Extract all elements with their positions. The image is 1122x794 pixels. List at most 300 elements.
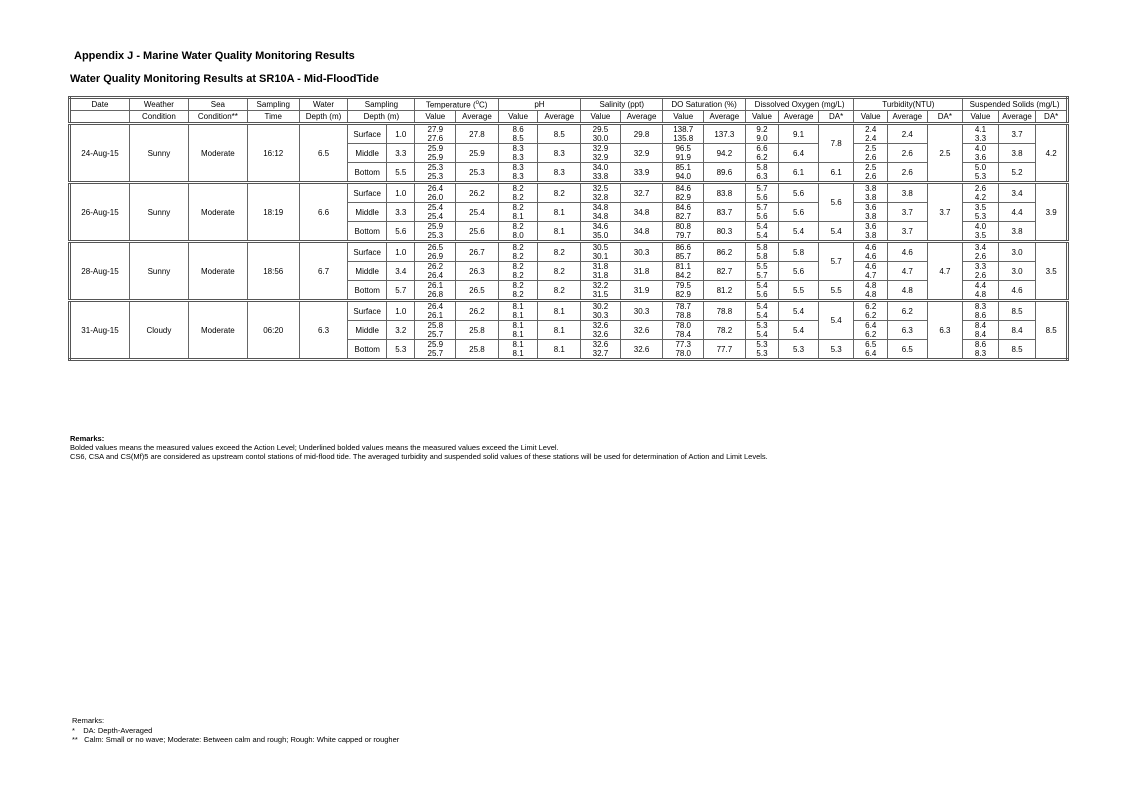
temperature-values-reading-1: 25.4: [427, 203, 444, 212]
temperature-values-reading-2: 27.6: [427, 134, 444, 143]
sampling-depth-cell: 5.6: [387, 222, 415, 242]
do-saturation-values: [663, 124, 704, 144]
ph-values-reading-2: 8.0: [512, 231, 524, 240]
turbidity-values: [854, 203, 888, 222]
header-ss-average: Average: [998, 111, 1036, 124]
ph-values: [498, 262, 538, 281]
ph-values: [498, 124, 538, 144]
do-saturation-values-reading-1: 78.0: [675, 321, 692, 330]
temperature-values-reading-2: 26.4: [427, 271, 444, 280]
suspended-solids-average: 3.7: [998, 124, 1036, 144]
header-temperature-suffix: C): [478, 100, 488, 110]
salinity-values: [581, 340, 621, 360]
temperature-values-reading-1: 26.4: [427, 302, 444, 311]
water-depth-cell: 6.5: [299, 124, 348, 183]
results-table-container: [68, 96, 1069, 361]
remarks-title: Remarks:: [70, 434, 105, 443]
ph-average: 8.5: [538, 124, 581, 144]
salinity-values: [581, 321, 621, 340]
ph-values-reading-2: 8.5: [512, 134, 524, 143]
sampling-level-cell: Bottom: [348, 163, 387, 183]
weather-cell: Sunny: [129, 124, 188, 183]
temperature-average: 25.8: [456, 340, 499, 360]
dissolved-oxygen-da: 5.4: [818, 301, 854, 340]
header-temperature: [415, 98, 498, 111]
footnotes-block: [72, 716, 399, 745]
ph-average: 8.2: [538, 281, 581, 301]
ph-values: [498, 163, 538, 183]
do-saturation-values-reading-2: 78.8: [675, 311, 692, 320]
ph-values: [498, 183, 538, 203]
header-do-saturation: DO Saturation (%): [663, 98, 745, 111]
header-dos-average: Average: [704, 111, 746, 124]
temperature-values: [415, 144, 456, 163]
turbidity-values: [854, 321, 888, 340]
temperature-average: 25.4: [456, 203, 499, 222]
ph-average: 8.2: [538, 183, 581, 203]
turbidity-average: 2.6: [887, 144, 927, 163]
suspended-solids-average: 4.6: [998, 281, 1036, 301]
sampling-depth-cell: 5.3: [387, 340, 415, 360]
temperature-values-reading-2: 26.0: [427, 193, 444, 202]
turbidity-values-reading-2: 4.8: [865, 290, 877, 299]
salinity-values: [581, 124, 621, 144]
turbidity-values-reading-1: 3.6: [865, 222, 877, 231]
do-saturation-average: 78.8: [704, 301, 746, 321]
temperature-average: 27.8: [456, 124, 499, 144]
ph-average: 8.1: [538, 321, 581, 340]
turbidity-da: 2.5: [927, 124, 963, 183]
turbidity-average: 6.2: [887, 301, 927, 321]
header-weather: Weather: [129, 98, 188, 111]
dissolved-oxygen-values-reading-1: 9.2: [756, 125, 768, 134]
sampling-depth-cell: 5.5: [387, 163, 415, 183]
sampling-level-cell: Surface: [348, 242, 387, 262]
salinity-values-reading-1: 34.8: [592, 203, 609, 212]
sampling-depth-cell: 3.2: [387, 321, 415, 340]
ph-values: [498, 242, 538, 262]
header-row-2: [70, 111, 1068, 124]
sampling-depth-cell: 1.0: [387, 124, 415, 144]
do-saturation-values-reading-2: 85.7: [675, 252, 692, 261]
salinity-values-reading-2: 31.8: [592, 271, 609, 280]
suspended-solids-values-reading-2: 5.3: [974, 212, 987, 221]
ph-values: [498, 281, 538, 301]
header-turb-value: Value: [854, 111, 888, 124]
header-sal-average: Average: [620, 111, 663, 124]
header-water: Water: [299, 98, 348, 111]
do-saturation-values-reading-2: 78.0: [675, 349, 692, 358]
suspended-solids-values-reading-1: 8.3: [974, 302, 987, 311]
dissolved-oxygen-values-reading-2: 5.6: [756, 212, 768, 221]
do-saturation-values: [663, 301, 704, 321]
turbidity-average: 3.7: [887, 203, 927, 222]
sea-condition-cell: Moderate: [188, 301, 247, 360]
header-do-average: Average: [779, 111, 819, 124]
suspended-solids-da: 4.2: [1036, 124, 1068, 183]
salinity-values-reading-1: 34.0: [592, 163, 609, 172]
dissolved-oxygen-da: 5.7: [818, 242, 854, 281]
ph-average: 8.1: [538, 203, 581, 222]
weather-cell: Sunny: [129, 242, 188, 301]
salinity-values: [581, 144, 621, 163]
dissolved-oxygen-values: [745, 183, 779, 203]
temperature-values: [415, 222, 456, 242]
suspended-solids-values-reading-1: 4.1: [974, 125, 987, 134]
dissolved-oxygen-bottom-da: 6.1: [818, 163, 854, 183]
temperature-values-reading-2: 25.9: [427, 153, 444, 162]
suspended-solids-values: [963, 163, 999, 183]
do-saturation-values-reading-1: 86.6: [675, 243, 692, 252]
do-saturation-values: [663, 281, 704, 301]
header-dissolved-oxygen: Dissolved Oxygen (mg/L): [745, 98, 854, 111]
salinity-values: [581, 262, 621, 281]
header-suspended-solids: Suspended Solids (mg/L): [963, 98, 1068, 111]
do-saturation-average: 82.7: [704, 262, 746, 281]
footnote-sea-condition: ** Calm: Small or no wave; Moderate: Between calm and rough; Rough: White capped or rougher: [72, 735, 400, 744]
suspended-solids-da: 8.5: [1036, 301, 1068, 360]
ph-values-reading-1: 8.1: [512, 302, 524, 311]
do-saturation-values-reading-1: 81.1: [675, 262, 692, 271]
date-cell: 24-Aug-15: [70, 124, 130, 183]
suspended-solids-average: 3.0: [998, 262, 1036, 281]
do-saturation-values: [663, 183, 704, 203]
salinity-values-reading-1: 32.6: [592, 340, 609, 349]
do-saturation-values-reading-2: 82.7: [675, 212, 692, 221]
sea-condition-cell: Moderate: [188, 124, 247, 183]
do-saturation-values-reading-2: 82.9: [675, 290, 692, 299]
sea-condition-cell: Moderate: [188, 183, 247, 242]
ph-values-reading-2: 8.3: [512, 172, 524, 181]
turbidity-values-reading-1: 2.5: [865, 144, 877, 153]
remarks-line-1: Bolded values means the measured values exceed the Action Level; Underlined bolded values means the measured values exceed the Limit Level.: [70, 443, 559, 452]
do-saturation-values-reading-1: 78.7: [675, 302, 692, 311]
ph-average: 8.3: [538, 144, 581, 163]
turbidity-values-reading-1: 4.8: [865, 281, 877, 290]
suspended-solids-values-reading-2: 3.5: [974, 231, 987, 240]
salinity-values: [581, 183, 621, 203]
temperature-values: [415, 262, 456, 281]
turbidity-da: 6.3: [927, 301, 963, 360]
suspended-solids-values-reading-2: 8.6: [974, 311, 987, 320]
header-ph-average: Average: [538, 111, 581, 124]
temperature-values: [415, 163, 456, 183]
turbidity-values-reading-2: 6.2: [865, 311, 877, 320]
suspended-solids-average: 3.8: [998, 144, 1036, 163]
dissolved-oxygen-average: 5.5: [779, 281, 819, 301]
dissolved-oxygen-average: 5.4: [779, 321, 819, 340]
date-cell: 31-Aug-15: [70, 301, 130, 360]
sampling-time-cell: 18:19: [247, 183, 299, 242]
temperature-average: 25.3: [456, 163, 499, 183]
do-saturation-values-reading-1: 96.5: [675, 144, 692, 153]
do-saturation-average: 137.3: [704, 124, 746, 144]
salinity-average: 32.9: [620, 144, 663, 163]
turbidity-values-reading-2: 6.4: [865, 349, 877, 358]
table-title: Water Quality Monitoring Results at SR10A - Mid-FloodTide: [70, 73, 379, 85]
suspended-solids-values: [963, 242, 999, 262]
turbidity-values-reading-1: 2.5: [865, 163, 877, 172]
sampling-level-cell: Surface: [348, 124, 387, 144]
salinity-average: 32.6: [620, 340, 663, 360]
suspended-solids-values: [963, 281, 999, 301]
ph-average: 8.2: [538, 262, 581, 281]
turbidity-values: [854, 262, 888, 281]
dissolved-oxygen-values: [745, 281, 779, 301]
temperature-values-reading-1: 25.9: [427, 144, 444, 153]
sampling-depth-cell: 3.3: [387, 203, 415, 222]
suspended-solids-values: [963, 222, 999, 242]
turbidity-values-reading-2: 2.6: [865, 172, 877, 181]
table-row: [70, 183, 1068, 203]
dissolved-oxygen-values-reading-2: 5.4: [756, 231, 768, 240]
dissolved-oxygen-values-reading-1: 5.7: [756, 184, 768, 193]
dissolved-oxygen-average: 5.6: [779, 183, 819, 203]
temperature-values-reading-2: 25.7: [427, 330, 444, 339]
suspended-solids-values-reading-1: 4.0: [974, 222, 987, 231]
sampling-level-cell: Surface: [348, 301, 387, 321]
temperature-average: 25.9: [456, 144, 499, 163]
header-ss-da: DA*: [1036, 111, 1068, 124]
suspended-solids-values: [963, 203, 999, 222]
header-sampling: Sampling: [247, 98, 299, 111]
ph-values-reading-2: 8.2: [512, 271, 524, 280]
header-turb-average: Average: [887, 111, 927, 124]
salinity-values-reading-1: 32.9: [592, 144, 609, 153]
suspended-solids-values-reading-2: 8.4: [974, 330, 987, 339]
salinity-values-reading-2: 31.5: [592, 290, 609, 299]
salinity-average: 30.3: [620, 242, 663, 262]
turbidity-values: [854, 183, 888, 203]
turbidity-average: 4.6: [887, 242, 927, 262]
dissolved-oxygen-values-reading-2: 5.7: [756, 271, 768, 280]
turbidity-values-reading-1: 2.4: [865, 125, 877, 134]
turbidity-da: 4.7: [927, 242, 963, 301]
sampling-level-cell: Middle: [348, 203, 387, 222]
salinity-average: 29.8: [620, 124, 663, 144]
remarks-block: [70, 434, 768, 461]
sampling-level-cell: Middle: [348, 144, 387, 163]
sampling-level-cell: Bottom: [348, 340, 387, 360]
dissolved-oxygen-values-reading-2: 9.0: [756, 134, 768, 143]
temperature-average: 26.7: [456, 242, 499, 262]
suspended-solids-values: [963, 321, 999, 340]
suspended-solids-values: [963, 262, 999, 281]
dissolved-oxygen-da: 7.8: [818, 124, 854, 163]
sampling-time-cell: 06:20: [247, 301, 299, 360]
turbidity-average: 6.5: [887, 340, 927, 360]
suspended-solids-values-reading-2: 5.3: [974, 172, 987, 181]
temperature-values: [415, 321, 456, 340]
sampling-depth-cell: 1.0: [387, 242, 415, 262]
do-saturation-average: 78.2: [704, 321, 746, 340]
turbidity-values-reading-1: 6.4: [865, 321, 877, 330]
salinity-values: [581, 281, 621, 301]
table-row: [70, 124, 1068, 144]
suspended-solids-values-reading-2: 8.3: [974, 349, 987, 358]
sampling-depth-cell: 3.3: [387, 144, 415, 163]
salinity-values-reading-2: 32.9: [592, 153, 609, 162]
header-sal-value: Value: [581, 111, 621, 124]
ph-average: 8.2: [538, 242, 581, 262]
ph-values: [498, 321, 538, 340]
dissolved-oxygen-bottom-da: 5.3: [818, 340, 854, 360]
header-water-depth: Depth (m): [299, 111, 348, 124]
suspended-solids-average: 8.4: [998, 321, 1036, 340]
ph-values-reading-2: 8.1: [512, 311, 524, 320]
dissolved-oxygen-values-reading-2: 5.8: [756, 252, 768, 261]
dissolved-oxygen-values: [745, 242, 779, 262]
salinity-average: 33.9: [620, 163, 663, 183]
temperature-average: 26.2: [456, 183, 499, 203]
do-saturation-average: 83.7: [704, 203, 746, 222]
salinity-values-reading-2: 30.0: [592, 134, 609, 143]
suspended-solids-values-reading-1: 3.3: [974, 262, 987, 271]
salinity-values-reading-1: 32.5: [592, 184, 609, 193]
turbidity-values-reading-1: 4.6: [865, 262, 877, 271]
ph-average: 8.1: [538, 301, 581, 321]
suspended-solids-values-reading-2: 4.2: [974, 193, 987, 202]
header-do-value: Value: [745, 111, 779, 124]
turbidity-values-reading-2: 3.8: [865, 193, 877, 202]
do-saturation-values-reading-1: 79.5: [675, 281, 692, 290]
sampling-depth-cell: 1.0: [387, 183, 415, 203]
salinity-values: [581, 163, 621, 183]
sampling-time-cell: 16:12: [247, 124, 299, 183]
header-temperature-prefix: Temperature (: [425, 100, 476, 110]
sampling-depth-cell: 3.4: [387, 262, 415, 281]
dissolved-oxygen-average: 6.1: [779, 163, 819, 183]
suspended-solids-values-reading-2: 3.6: [974, 153, 987, 162]
temperature-values: [415, 281, 456, 301]
header-temperature-degree: o: [475, 100, 479, 107]
temperature-average: 26.2: [456, 301, 499, 321]
salinity-values-reading-2: 35.0: [592, 231, 609, 240]
ph-values: [498, 222, 538, 242]
salinity-values-reading-1: 32.6: [592, 321, 609, 330]
suspended-solids-average: 8.5: [998, 340, 1036, 360]
header-do-da: DA*: [818, 111, 854, 124]
dissolved-oxygen-average: 5.3: [779, 340, 819, 360]
table-row: [70, 242, 1068, 262]
suspended-solids-values-reading-1: 3.4: [974, 243, 987, 252]
header-sea-condition: Condition**: [188, 111, 247, 124]
weather-cell: Cloudy: [129, 301, 188, 360]
turbidity-values-reading-2: 2.6: [865, 153, 877, 162]
dissolved-oxygen-values: [745, 144, 779, 163]
do-saturation-average: 89.6: [704, 163, 746, 183]
do-saturation-values: [663, 163, 704, 183]
turbidity-average: 3.7: [887, 222, 927, 242]
salinity-average: 30.3: [620, 301, 663, 321]
temperature-average: 25.8: [456, 321, 499, 340]
turbidity-values: [854, 222, 888, 242]
ph-values-reading-1: 8.6: [512, 125, 524, 134]
temperature-values-reading-2: 26.8: [427, 290, 444, 299]
water-depth-cell: 6.7: [299, 242, 348, 301]
do-saturation-average: 81.2: [704, 281, 746, 301]
suspended-solids-values-reading-1: 4.0: [974, 144, 987, 153]
temperature-values-reading-1: 25.9: [427, 340, 444, 349]
do-saturation-values-reading-2: 82.9: [675, 193, 692, 202]
dissolved-oxygen-average: 5.6: [779, 203, 819, 222]
header-sampling-depth: Sampling: [348, 98, 415, 111]
salinity-values-reading-2: 34.8: [592, 212, 609, 221]
footnote-da: * DA: Depth-Averaged: [72, 725, 153, 735]
do-saturation-average: 77.7: [704, 340, 746, 360]
turbidity-values-reading-1: 3.8: [865, 184, 877, 193]
dissolved-oxygen-values: [745, 163, 779, 183]
header-salinity: Salinity (ppt): [581, 98, 663, 111]
turbidity-values-reading-2: 4.7: [865, 271, 877, 280]
sampling-level-cell: Middle: [348, 321, 387, 340]
dissolved-oxygen-values-reading-2: 6.3: [756, 172, 768, 181]
do-saturation-values-reading-1: 84.6: [675, 184, 692, 193]
ph-values-reading-1: 8.2: [512, 203, 524, 212]
sampling-level-cell: Bottom: [348, 222, 387, 242]
salinity-average: 31.8: [620, 262, 663, 281]
ph-values-reading-2: 8.2: [512, 193, 524, 202]
dissolved-oxygen-values-reading-2: 5.6: [756, 290, 768, 299]
do-saturation-average: 80.3: [704, 222, 746, 242]
turbidity-average: 4.7: [887, 262, 927, 281]
dissolved-oxygen-values: [745, 301, 779, 321]
turbidity-values-reading-1: 6.5: [865, 340, 877, 349]
header-temp-value: Value: [415, 111, 456, 124]
salinity-values-reading-2: 30.3: [592, 311, 609, 320]
salinity-values-reading-1: 30.5: [592, 243, 609, 252]
suspended-solids-average: 4.4: [998, 203, 1036, 222]
dissolved-oxygen-values: [745, 262, 779, 281]
do-saturation-average: 86.2: [704, 242, 746, 262]
temperature-values-reading-1: 25.3: [427, 163, 444, 172]
dissolved-oxygen-values-reading-2: 6.2: [756, 153, 768, 162]
dissolved-oxygen-values-reading-2: 5.3: [756, 349, 768, 358]
ph-values-reading-1: 8.3: [512, 144, 524, 153]
ph-values-reading-2: 8.3: [512, 153, 524, 162]
salinity-values-reading-2: 33.8: [592, 172, 609, 181]
header-turb-da: DA*: [927, 111, 963, 124]
water-depth-cell: 6.6: [299, 183, 348, 242]
ph-average: 8.1: [538, 222, 581, 242]
do-saturation-values: [663, 203, 704, 222]
header-turbidity: Turbidity(NTU): [854, 98, 963, 111]
turbidity-da: 3.7: [927, 183, 963, 242]
do-saturation-average: 83.8: [704, 183, 746, 203]
salinity-values-reading-1: 31.8: [592, 262, 609, 271]
dissolved-oxygen-values-reading-1: 5.5: [756, 262, 768, 271]
dissolved-oxygen-values-reading-2: 5.4: [756, 330, 768, 339]
turbidity-values-reading-1: 4.6: [865, 243, 877, 252]
temperature-average: 26.3: [456, 262, 499, 281]
turbidity-average: 3.8: [887, 183, 927, 203]
temperature-values-reading-1: 26.5: [427, 243, 444, 252]
turbidity-average: 6.3: [887, 321, 927, 340]
suspended-solids-da: 3.5: [1036, 242, 1068, 301]
salinity-values-reading-2: 32.6: [592, 330, 609, 339]
turbidity-values: [854, 281, 888, 301]
salinity-values: [581, 222, 621, 242]
dissolved-oxygen-average: 5.4: [779, 222, 819, 242]
header-ss-value: Value: [963, 111, 999, 124]
salinity-values-reading-1: 34.6: [592, 222, 609, 231]
do-saturation-values-reading-2: 91.9: [675, 153, 692, 162]
suspended-solids-values: [963, 301, 999, 321]
do-saturation-values: [663, 144, 704, 163]
temperature-values-reading-2: 26.9: [427, 252, 444, 261]
temperature-values-reading-2: 25.4: [427, 212, 444, 221]
suspended-solids-values-reading-1: 2.6: [974, 184, 987, 193]
